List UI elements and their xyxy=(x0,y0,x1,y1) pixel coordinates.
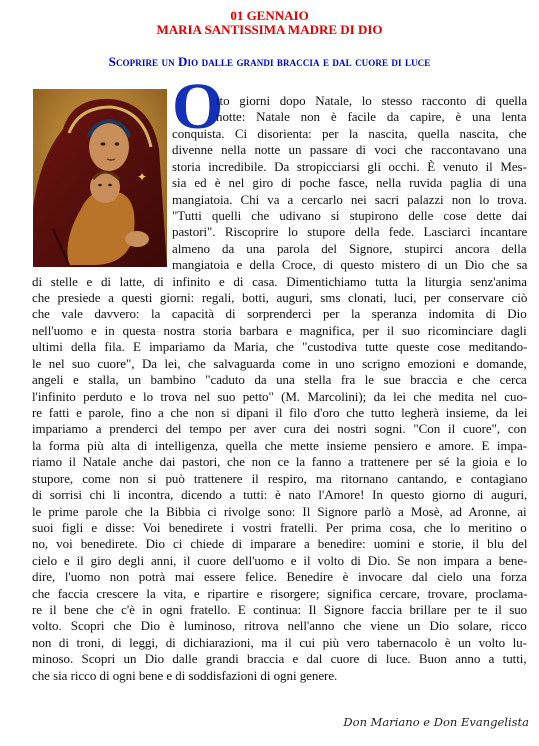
body-line: angeli e stalla, un bambino "caduto da una stella fra le sue braccia e che cerca xyxy=(32,372,527,388)
body-line: ultimi della fila. E impariamo da Maria, che "custodiva tutte queste cose meditando- xyxy=(32,339,528,355)
body-line: la forma più alta di intelligenza, quella che mette insieme pensiero e amore. E impa- xyxy=(32,437,527,453)
feast-title: MARIA SANTISSIMA MADRE DI DIO xyxy=(156,22,383,37)
body-line: re fatti e parole, fino a che non si dipani il filo d'oro che tutto legherà insieme, da lei xyxy=(32,404,528,420)
body-line: divenne nella notte un passare di voci che raccontavano una xyxy=(172,142,527,158)
body-line: nell'uomo e in questa nostra storia barbara e magnifica, per il suo ricominciare dagli xyxy=(32,322,527,338)
date-heading: 01 GENNAIO xyxy=(230,8,309,23)
body-line: che vale davvero: la capacità di sorprenderci per la speranza indomita di Dio xyxy=(32,306,527,322)
body-line: non di troni, di leggi, di dichiarazioni, ma il cui più vero tabernacolo è un volto lu- xyxy=(32,634,527,650)
body-line: tto giorni dopo Natale, lo stesso racconto di quella xyxy=(216,93,528,108)
body-line: le prime parole che la Bibbia ci rivolge sono: Il Signore parlò a Mosè, ad Aronne, ai xyxy=(32,503,527,519)
body-line: che presiede a questi giorni: regali, botti, auguri, sms clonati, luci, per conservare ciò xyxy=(32,290,528,306)
body-line: conquista. Ci disorienta: per la nascita, quella nascita, che xyxy=(172,125,527,141)
body-line: stupore, come non si può trattenere il respiro, ma ritornano cantando, e contagiano xyxy=(32,470,528,486)
body-line: riamo il Natale anche dai pastori, che non ce la fanno a trattenere per sé la gioia e lo xyxy=(32,454,527,470)
body-line: "Tutti quelli che udivano si stupirono delle cose dette dai xyxy=(172,207,528,223)
body-line: l'infinito perduto e lo trova nel suo petto" (M. Marcolini); da lei che medita nel cuo- xyxy=(32,388,528,404)
body-line: mangiatoia. Chi va a cercarlo nei sacri palazzi non lo trova. xyxy=(172,191,527,207)
article-subtitle: Scoprire un Dio dalle grandi braccia e dal cuore di luce xyxy=(108,54,431,69)
body-line: dire, l'uomo non potrà mai essere felice. Benedire è invocare dal cielo una forza xyxy=(32,569,527,585)
body-line: storia incredibile. Da stropicciarsi gli occhi. È venuto il Mes- xyxy=(172,158,527,174)
body-line: almeno da una parola del Signore, stupirci ancora della xyxy=(172,240,527,256)
body-line: cielo e il giro degli anni, il cuore dell'uomo e il volto di Dio. Se non impara a bene- xyxy=(32,552,528,568)
signature: Don Mariano e Don Evangelista xyxy=(343,715,529,729)
svg-text:✦: ✦ xyxy=(137,170,148,184)
drop-cap: O xyxy=(172,70,224,143)
body-line: suoi figli e disse: Voi benedirete i vostri fratelli. Per prima cosa, che lo meritino o xyxy=(32,519,527,535)
body-line: pastori". Riscoprire lo stupore della fede. Lasciarci incantare xyxy=(172,224,528,240)
body-line: volto. Scopri che Dio è luminoso, ritrova nell'anno che viene un Dio solare, ricco xyxy=(32,618,527,634)
body-line: notte: Natale non è facile da capire, è una lenta xyxy=(216,109,527,125)
body-line: che faccia crescere la vita, e ripartire e risorgere; significa cercare, trovare, proclama- xyxy=(32,585,528,601)
body-line: sia ed è nel giro di poche fasce, nella ruvida paglia di una xyxy=(172,175,527,191)
body-line: che sia ricco di ogni bene e di soddisfazioni di ogni genere. xyxy=(32,667,338,683)
madonna-icon xyxy=(33,89,167,267)
body-line: mangiatoia e della Croce, di questo mistero di un Dio che sa xyxy=(172,257,528,273)
body-line: di stelle e di latte, di infinito e di casa. Dimentichiamo tutta la liturgia senz'anima xyxy=(32,273,527,289)
body-line: no, voi benedirete. Dio ci chiede di imparare a benedire: uomini e storie, il blu del xyxy=(32,536,528,552)
body-line: minoso. Scopri un Dio dalle grandi braccia e dal cuore di luce. Buon anno a tutti, xyxy=(32,651,527,667)
body-line: di sorrisi chi li incontra, dicendo a tutti: è nato l'Amore! In questo giorno di auguri, xyxy=(32,487,528,503)
body-line: impariamo a prenderci del tempo per aver cura dei nostri sogni. "Con il cuore", con xyxy=(32,421,527,437)
body-line: re il bene che c'è in ogni fratello. E continua: Il Signore faccia brillare per te il suo xyxy=(32,602,528,618)
body-line: le nel suo cuore", Da lei, che salvaguarda come in uno scrigno emozioni e domande, xyxy=(32,355,527,371)
